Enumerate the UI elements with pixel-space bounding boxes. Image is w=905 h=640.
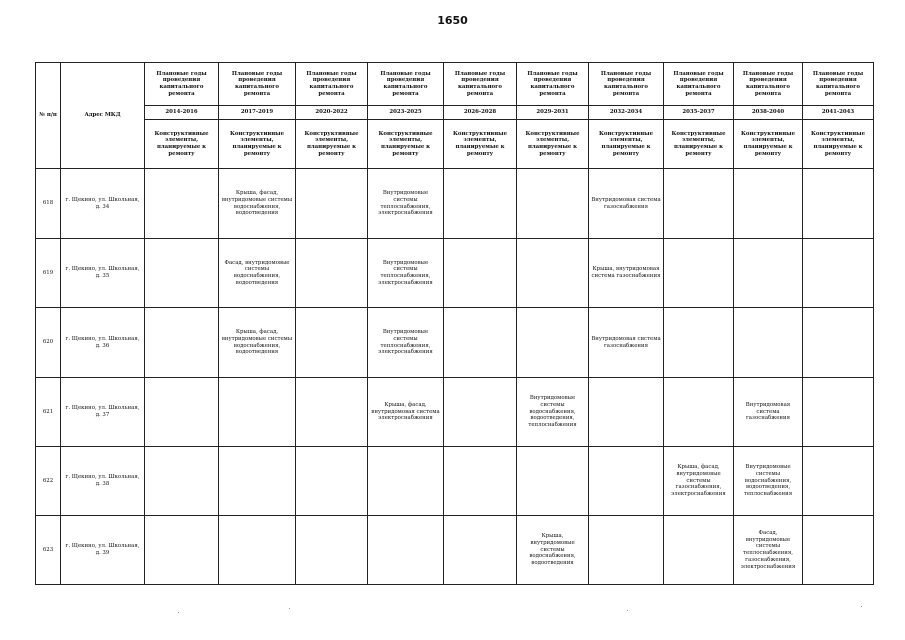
row-number: 622 xyxy=(36,447,61,516)
plan-cell: Внутридомовая система газоснабжения xyxy=(734,378,803,447)
plan-cell xyxy=(803,169,874,239)
plan-header: Плановые годы проведения капитального ремонта xyxy=(219,63,296,106)
plan-cell xyxy=(444,169,517,239)
plan-cell: Крыша, фасад, внутридомовые системы водоснабжения, водоотведения xyxy=(219,169,296,239)
row-address: г. Щекино, ул. Школьная, д. 34 xyxy=(61,169,145,239)
plan-cell xyxy=(145,516,219,585)
plan-cell: Крыша, внутридомовые системы водоснабжения, водоотведения xyxy=(517,516,589,585)
plan-cell xyxy=(664,239,734,308)
row-address: г. Щекино, ул. Школьная, д. 37 xyxy=(61,378,145,447)
plan-cell: Внутридомовые системы водоснабжения, водоотведения, теплоснабжения xyxy=(734,447,803,516)
row-address: г. Щекино, ул. Школьная, д. 36 xyxy=(61,308,145,378)
period-header: 2032-2034 xyxy=(589,106,664,120)
period-header: 2029-2031 xyxy=(517,106,589,120)
row-address: г. Щекино, ул. Школьная, д. 35 xyxy=(61,239,145,308)
plan-header: Плановые годы проведения капитального ремонта xyxy=(664,63,734,106)
plan-cell xyxy=(803,378,874,447)
plan-cell: Внутридомовые системы теплоснабжения, электроснабжения xyxy=(368,239,444,308)
plan-cell xyxy=(368,516,444,585)
plan-cell: Внутридомовые системы теплоснабжения, электроснабжения xyxy=(368,308,444,378)
plan-cell: Внутридомовая система газоснабжения xyxy=(589,169,664,239)
plan-cell: Внутридомовая система газоснабжения xyxy=(589,308,664,378)
period-header: 2035-2037 xyxy=(664,106,734,120)
plan-header: Плановые годы проведения капитального ремонта xyxy=(444,63,517,106)
scan-speck xyxy=(627,610,628,611)
scan-speck xyxy=(861,606,862,607)
plan-cell xyxy=(145,239,219,308)
plan-cell: Крыша, внутридомовая система газоснабжения xyxy=(589,239,664,308)
plan-cell xyxy=(444,239,517,308)
table-row xyxy=(36,169,874,239)
table-row xyxy=(36,378,874,447)
plan-cell xyxy=(803,239,874,308)
plan-cell: Крыша, фасад, внутридомовые системы газоснабжения, электроснабжения xyxy=(664,447,734,516)
plan-cell xyxy=(734,308,803,378)
plan-cell: Крыша, фасад, внутридомовая система электроснабжения xyxy=(368,378,444,447)
period-header: 2038-2040 xyxy=(734,106,803,120)
plan-cell xyxy=(296,447,368,516)
header-row-periods xyxy=(36,106,874,120)
elements-header: Конструктивные элементы, планируемые к ремонту xyxy=(803,120,874,169)
plan-cell xyxy=(589,378,664,447)
period-header: 2041-2043 xyxy=(803,106,874,120)
elements-header: Конструктивные элементы, планируемые к ремонту xyxy=(145,120,219,169)
plan-cell xyxy=(517,239,589,308)
plan-cell xyxy=(664,308,734,378)
plan-cell xyxy=(444,308,517,378)
plan-header: Плановые годы проведения капитального ремонта xyxy=(803,63,874,106)
row-number: 620 xyxy=(36,308,61,378)
plan-cell xyxy=(296,516,368,585)
table-row xyxy=(36,516,874,585)
table-row xyxy=(36,239,874,308)
elements-header: Конструктивные элементы, планируемые к ремонту xyxy=(296,120,368,169)
plan-cell xyxy=(734,239,803,308)
plan-cell: Крыша, фасад, внутридомовые системы водоснабжения, водоотведения xyxy=(219,308,296,378)
plan-cell xyxy=(444,378,517,447)
plan-cell xyxy=(145,308,219,378)
plan-cell: Внутридомовые системы теплоснабжения, электроснабжения xyxy=(368,169,444,239)
row-number: 623 xyxy=(36,516,61,585)
period-header: 2026-2028 xyxy=(444,106,517,120)
plan-cell xyxy=(803,516,874,585)
plan-cell: Внутридомовые системы водоснабжения, водоотведения, теплоснабжения xyxy=(517,378,589,447)
row-number: 621 xyxy=(36,378,61,447)
plan-cell xyxy=(517,308,589,378)
plan-cell xyxy=(296,378,368,447)
row-number: 618 xyxy=(36,169,61,239)
plan-cell xyxy=(219,447,296,516)
row-address: г. Щекино, ул. Школьная, д. 39 xyxy=(61,516,145,585)
table-row xyxy=(36,447,874,516)
period-header: 2020-2022 xyxy=(296,106,368,120)
column-header-number: № п/п xyxy=(36,63,61,169)
scan-speck xyxy=(178,612,179,613)
period-header: 2023-2025 xyxy=(368,106,444,120)
table-row xyxy=(36,308,874,378)
plan-header: Плановые годы проведения капитального ремонта xyxy=(145,63,219,106)
plan-cell xyxy=(517,169,589,239)
elements-header: Конструктивные элементы, планируемые к ремонту xyxy=(219,120,296,169)
period-header: 2017-2019 xyxy=(219,106,296,120)
elements-header: Конструктивные элементы, планируемые к ремонту xyxy=(368,120,444,169)
plan-cell xyxy=(589,516,664,585)
plan-cell xyxy=(296,239,368,308)
plan-header: Плановые годы проведения капитального ремонта xyxy=(517,63,589,106)
elements-header: Конструктивные элементы, планируемые к ремонту xyxy=(589,120,664,169)
plan-header: Плановые годы проведения капитального ремонта xyxy=(296,63,368,106)
plan-cell xyxy=(444,447,517,516)
period-header: 2014-2016 xyxy=(145,106,219,120)
plan-cell xyxy=(296,169,368,239)
elements-header: Конструктивные элементы, планируемые к ремонту xyxy=(444,120,517,169)
row-address: г. Щекино, ул. Школьная, д. 38 xyxy=(61,447,145,516)
plan-cell xyxy=(734,169,803,239)
scan-speck xyxy=(289,608,290,609)
header-row-plan xyxy=(36,63,874,106)
page-number: 1650 xyxy=(437,14,468,27)
plan-header: Плановые годы проведения капитального ремонта xyxy=(734,63,803,106)
header-row-elements xyxy=(36,120,874,169)
plan-cell xyxy=(296,308,368,378)
plan-cell: Фасад, внутридомовые системы водоснабжения, водоотведения xyxy=(219,239,296,308)
elements-header: Конструктивные элементы, планируемые к ремонту xyxy=(664,120,734,169)
plan-cell xyxy=(803,447,874,516)
elements-header: Конструктивные элементы, планируемые к ремонту xyxy=(734,120,803,169)
plan-cell xyxy=(219,516,296,585)
plan-cell xyxy=(368,447,444,516)
capital-repair-plan-table xyxy=(35,62,874,585)
plan-cell xyxy=(145,169,219,239)
plan-cell xyxy=(219,378,296,447)
plan-cell xyxy=(145,378,219,447)
plan-cell xyxy=(664,169,734,239)
plan-cell: Фасад, внутридомовые системы теплоснабжения, газоснабжения, электроснабжения xyxy=(734,516,803,585)
plan-cell xyxy=(517,447,589,516)
plan-cell xyxy=(589,447,664,516)
plan-header: Плановые годы проведения капитального ремонта xyxy=(589,63,664,106)
plan-cell xyxy=(145,447,219,516)
plan-cell xyxy=(664,378,734,447)
plan-cell xyxy=(803,308,874,378)
plan-header: Плановые годы проведения капитального ремонта xyxy=(368,63,444,106)
plan-cell xyxy=(444,516,517,585)
column-header-address: Адрес МКД xyxy=(61,63,145,169)
elements-header: Конструктивные элементы, планируемые к ремонту xyxy=(517,120,589,169)
row-number: 619 xyxy=(36,239,61,308)
plan-cell xyxy=(664,516,734,585)
